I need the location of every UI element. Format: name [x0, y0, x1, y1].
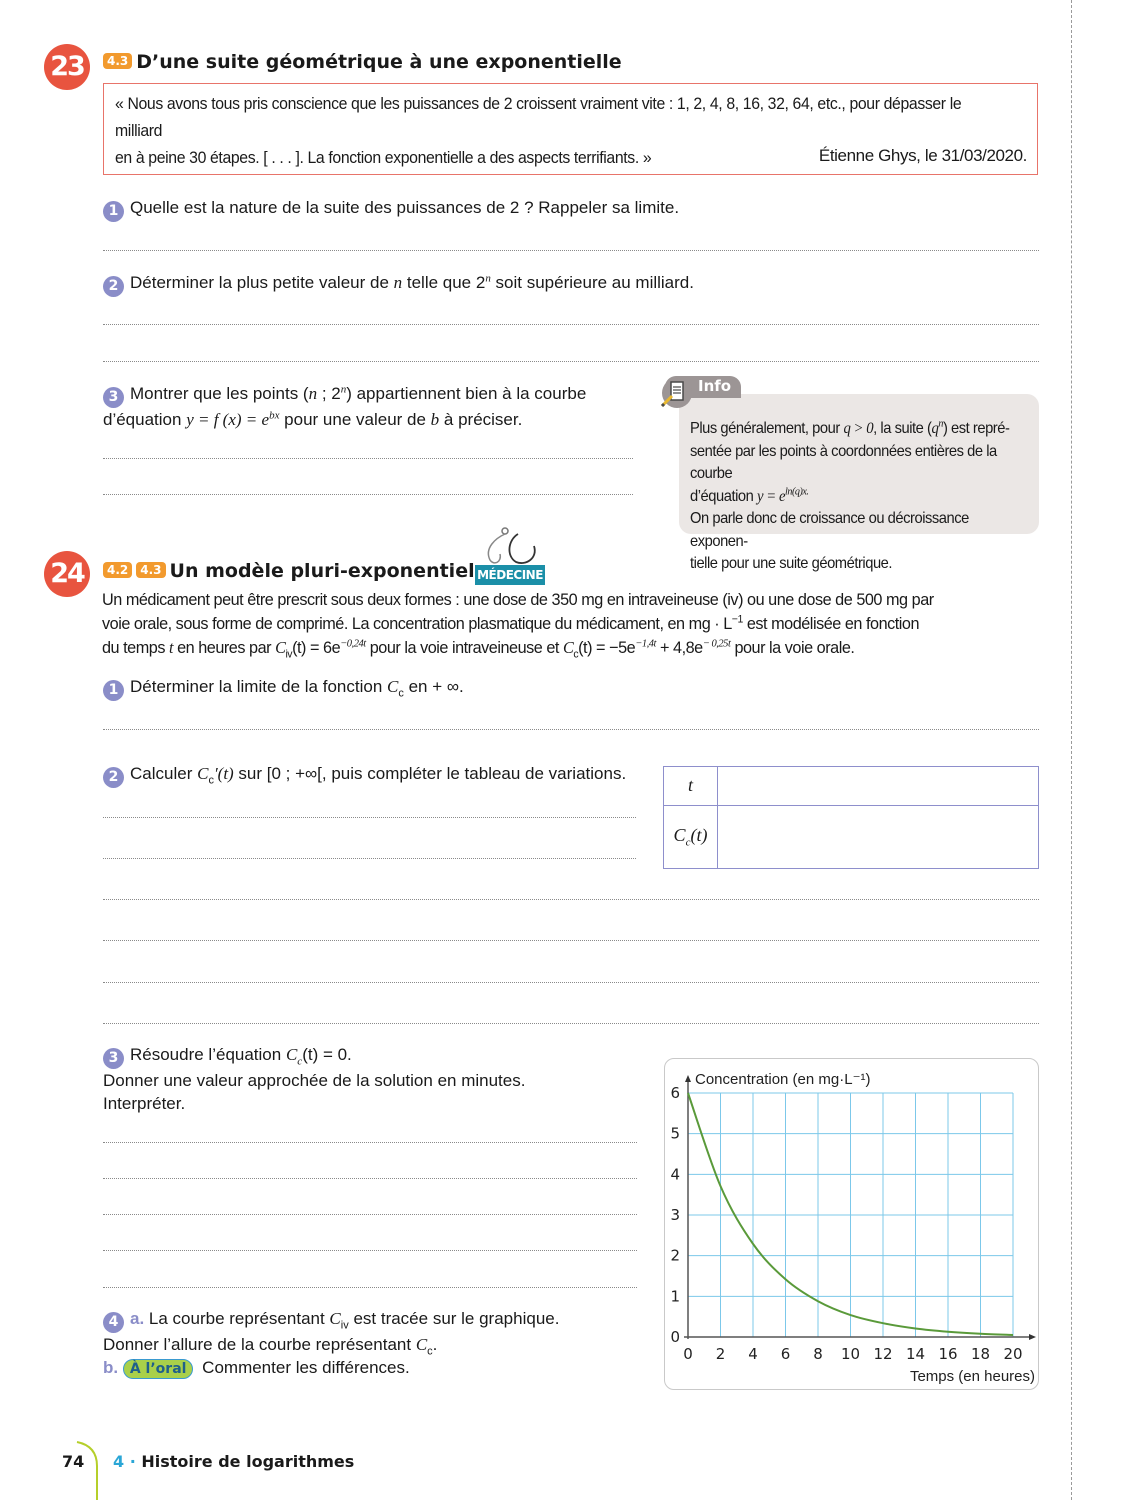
question-number-badge: 3	[103, 387, 124, 408]
x-tick-label: 10	[840, 1345, 861, 1363]
section-tag: 4.3	[136, 562, 165, 578]
table-cell-t[interactable]	[718, 767, 1038, 805]
exercise-title-text: D’une suite géométrique à une exponentielle	[136, 51, 622, 73]
answer-line[interactable]	[103, 1287, 637, 1288]
y-tick-label: 3	[670, 1206, 680, 1224]
question-number-badge: 2	[103, 276, 124, 297]
x-axis-arrow-icon	[1029, 1334, 1036, 1340]
question-text: Quelle est la nature de la suite des puissances de 2 ? Rappeler sa limite.	[130, 198, 680, 217]
answer-line[interactable]	[103, 361, 1039, 362]
quote-line: « Nous avons tous pris conscience que les puissances de 2 croissent vraiment vite : 1, 2, 4, 8, 16, 32, 64, etc., pour dépasser le milliard	[115, 94, 962, 140]
question-4: 4 a. La courbe représentant $C_{iv}$ est tracée sur le graphique. Donner l’allure de la courbe représentant $C_c$. b. À l’oral Commenter les différences.	[103, 1309, 560, 1377]
question-number-badge: 3	[103, 1048, 124, 1069]
x-tick-label: 8	[813, 1345, 823, 1363]
answer-line[interactable]	[103, 1023, 1039, 1024]
variation-table[interactable]	[663, 766, 1039, 869]
x-axis-label: Temps (en heures)	[909, 1368, 1035, 1385]
answer-line[interactable]	[103, 1178, 637, 1179]
question-3: 3 Montrer que les points (n ; 2$^n$) appartiennent bien à la courbe d’équation y = f $(x) = e^{bx}$ pour une valeur de b à préciser.	[103, 383, 587, 429]
question-number-badge: 2	[103, 767, 124, 788]
answer-line[interactable]	[103, 1142, 637, 1143]
y-tick-label: 4	[670, 1165, 680, 1184]
y-tick-label: 1	[670, 1287, 680, 1306]
x-tick-label: 16	[938, 1345, 958, 1363]
info-text: Plus généralement, pour q > 0, la suite $(q^n)$ est repré- sentée par les points à coordonnées entières de la courbe d’équation $y = e^{ln(q)x.}$ On parle donc de croissance ou décroissance exponen- tielle pour une suite géométrique.	[690, 417, 1010, 572]
table-row-label-t: t	[687, 775, 693, 795]
table-cell-cc[interactable]	[718, 806, 1038, 868]
exercise-intro: Un médicament peut être prescrit sous deux formes : une dose de 350 mg en intraveineuse (iv) ou une dose de 500 mg par voie orale, sous forme de comprimé. La concentration plasmatique du médicament, en mg · $L^{-1}$ est modélisée en fonction du temps t en heures par $C_{iv}(t) = 6e^{-0,24t}$ pour la voie intraveineuse et $C_c(t) = -5e^{-1,4t} + 4,8e^{- 0,25t}$ pour la voie orale.	[102, 590, 934, 661]
page-number: 74	[62, 1452, 85, 1471]
y-axis-label: Concentration (en mg·L⁻¹)	[695, 1071, 871, 1088]
scroll-pencil-icon	[659, 375, 693, 409]
answer-line[interactable]	[103, 458, 633, 459]
exercise-title	[103, 51, 622, 73]
section-tag: 4.2	[103, 562, 132, 578]
y-tick-label: 2	[670, 1246, 680, 1265]
quote-line: en à peine 30 étapes. [ . . . ]. La fonction exponentielle a des aspects terrifiants. »	[115, 148, 652, 167]
answer-line[interactable]	[103, 858, 636, 859]
question-2: 2 Calculer $C_c'(t)$ sur [0 ; +∞[, puis compléter le tableau de variations.	[103, 762, 626, 788]
question-number-badge: 1	[103, 201, 124, 222]
y-axis-arrow-icon	[685, 1075, 691, 1082]
quote-author: Étienne Ghys, le 31/03/2020.	[818, 146, 1027, 165]
chapter-title: 4 · Histoire de logarithmes	[113, 1452, 355, 1471]
exercise-number-badge: 23	[44, 44, 90, 90]
table-row-label-cc: $C_c(t)$	[673, 825, 708, 849]
page-margin-line	[1071, 0, 1072, 1500]
answer-line[interactable]	[103, 1250, 637, 1251]
y-tick-label: 0	[670, 1328, 680, 1346]
question-3: 3 Résoudre l’équation $C_c(t) = 0$. Donner une valeur approchée de la solution en minutes. Interpréter.	[103, 1045, 526, 1113]
exercise-title	[103, 560, 475, 582]
concentration-chart	[664, 1058, 1039, 1390]
x-tick-label: 12	[873, 1345, 893, 1363]
x-tick-label: 2	[715, 1345, 726, 1363]
section-tag: 4.3	[103, 53, 132, 69]
question-number-badge: 4	[103, 1312, 124, 1333]
x-tick-label: 6	[780, 1345, 791, 1363]
answer-line[interactable]	[103, 899, 1039, 900]
answer-line[interactable]	[103, 1214, 637, 1215]
x-tick-label: 4	[748, 1345, 758, 1363]
question-1	[103, 196, 679, 222]
info-label: Info	[698, 377, 732, 395]
oral-badge: À l’oral	[123, 1359, 194, 1379]
exercise-title-text: Un modèle pluri-exponentiel	[169, 560, 475, 582]
answer-line[interactable]	[103, 494, 633, 495]
exercise-number-badge: 24	[44, 551, 90, 597]
x-tick-label: 18	[970, 1345, 991, 1363]
question-2: 2 Déterminer la plus petite valeur de n telle que 2$^n$ soit supérieure au milliard.	[103, 271, 694, 297]
y-tick-label: 5	[670, 1124, 680, 1143]
x-tick-label: 20	[1003, 1345, 1023, 1363]
answer-line[interactable]	[103, 729, 1039, 730]
medecine-badge: MÉDECINE	[475, 565, 545, 585]
answer-line[interactable]	[103, 250, 1039, 251]
question-1: 1 Déterminer la limite de la fonction $C_c$ en + ∞.	[103, 675, 464, 701]
answer-line[interactable]	[103, 817, 636, 818]
quote-box	[103, 83, 1038, 175]
question-number-badge: 1	[103, 680, 124, 701]
x-tick-label: 14	[905, 1345, 926, 1363]
y-tick-label: 6	[670, 1084, 680, 1102]
answer-line[interactable]	[103, 940, 1039, 941]
answer-line[interactable]	[103, 324, 1039, 325]
x-tick-label: 0	[683, 1345, 693, 1363]
answer-line[interactable]	[103, 982, 1039, 983]
stethoscope-icon	[478, 526, 542, 566]
